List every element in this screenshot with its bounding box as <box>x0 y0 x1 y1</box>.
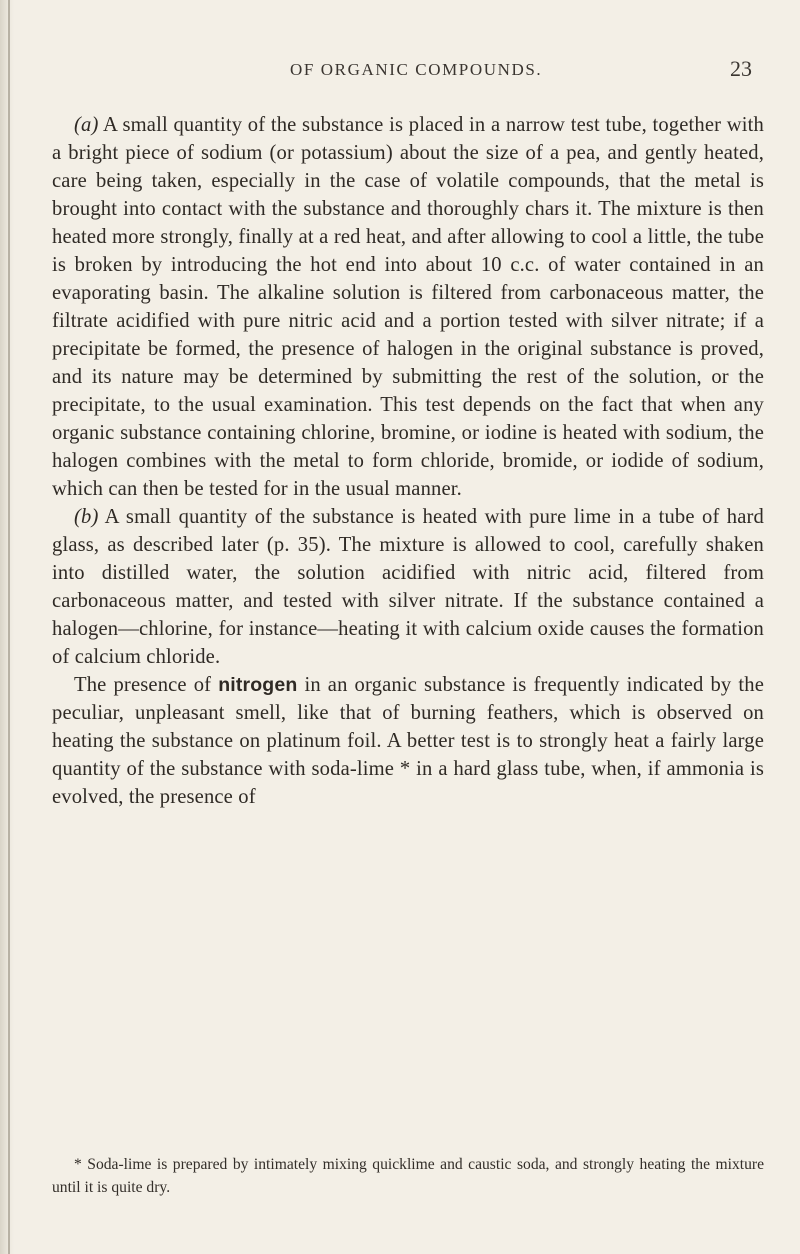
body-text <box>52 111 764 811</box>
page-binding-line <box>8 0 10 1254</box>
paragraph-a-text: A small quantity of the substance is placed in a narrow test tube, together with a bright piece of sodium (or potassium) about the size of a pea, and gently heated, care being taken, especially in the case of volatile compounds, that the metal is brought into contact with the substance and thoroughly chars it. The mixture is then heated more strongly, finally at a red heat, and after allowing to cool a little, the tube is broken by introducing the hot end into about 10 c.c. of water contained in an evaporating basin. The alkaline solution is filtered from carbonaceous matter, the filtrate acidified with pure nitric acid and a portion tested with silver nitrate; if a precipitate be formed, the presence of halogen in the original substance is proved, and its nature may be determined by submitting the rest of the solution, or the precipitate, to the usual examination. This test depends on the fact that when any organic substance containing chlorine, bromine, or iodine is heated with sodium, the halogen combines with the metal to form chloride, bromide, or iodide of sodium, which can then be tested for in the usual manner. <box>52 114 764 500</box>
nitrogen-term: nitrogen <box>218 674 298 696</box>
page-number: 23 <box>730 56 752 81</box>
paragraph-b <box>52 503 764 671</box>
running-title: OF ORGANIC COMPOUNDS. <box>290 60 543 79</box>
paragraph-b-text: A small quantity of the substance is heated with pure lime in a tube of hard glass, as described later (p. 35). The mixture is allowed to cool, carefully shaken into distilled water, the solution acidified with nitric acid, filtered from carbonaceous matter, and tested with silver nitrate. If the substance contained a halogen—chlorine, for instance—heating it with calcium oxide causes the formation of calcium chloride. <box>52 506 764 668</box>
paragraph-b-label: (b) <box>74 506 99 528</box>
paragraph-nitrogen-before: The presence of <box>74 674 219 696</box>
paragraph-a <box>52 111 764 503</box>
footnote: * Soda-lime is prepared by intimately mixing quicklime and caustic soda, and strongly heating the mixture until it is quite dry. <box>52 1156 764 1196</box>
running-head <box>0 56 800 86</box>
paragraph-nitrogen <box>52 671 764 811</box>
page-binding-edge <box>0 0 14 1254</box>
paragraph-a-label: (a) <box>74 114 99 136</box>
paragraph-nitrogen-after: in an organic substance is frequently indicated by the peculiar, unpleasant smell, like that of burning feathers, which is observed on heating the substance on platinum foil. A better test is to strongly heat a fairly large quantity of the substance with soda-lime * in a hard glass tube, when, if ammonia is evolved, the presence of <box>52 674 765 808</box>
